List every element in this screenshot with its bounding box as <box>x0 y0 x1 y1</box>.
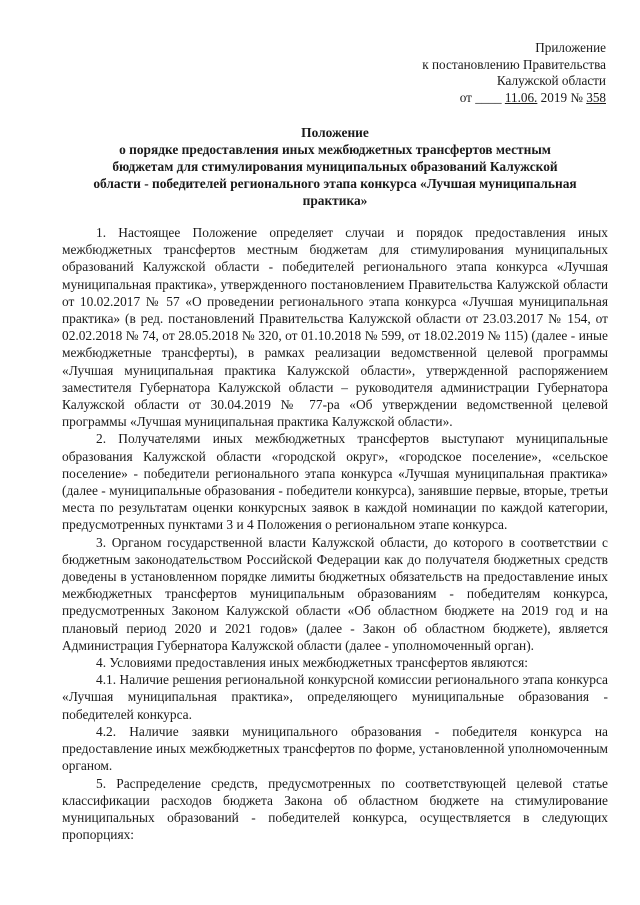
paragraph-1: 1. Настоящее Положение определяет случаи и порядок предоставления иных межбюджетных трансфертов местным бюджетам для стимулирования муниципальных образований Калужской области - победителей регионального этапа конкурса «Лучшая муниципальная практика», утвержденного постановлением Правительства Калужской области от 10.02.2017 № 57 «О проведении регионального этапа конкурса «Лучшая муниципальная практика» (в ред. постановлений Правительства Калужской области от 23.03.2017 № 154, от 02.02.2018 № 74, от 28.05.2018 № 320, от 01.10.2018 № 599, от 18.02.2019 № 115) (далее - иные межбюджетные трансферты), в рамках реализации ведомственной целевой программы «Лучшая муниципальная практика Калужской области», утвержденной распоряжением заместителя Губернатора Калужской области – руководителя администрации Губернатора Калужской области от 30.04.2019 № 77-ра «Об утверждении ведомственной целевой программы «Лучшая муниципальная практика Калужской области». <box>62 225 608 430</box>
paragraph-4: 4. Условиями предоставления иных межбюджетных трансфертов являются: <box>96 655 529 671</box>
title-line-5: практика» <box>302 193 368 208</box>
appendix-block <box>376 40 606 106</box>
date-year: 2019 <box>540 89 568 105</box>
appendix-region: Калужской области <box>496 73 606 89</box>
appendix-decree-ref: к постановлению Правительства <box>422 56 606 72</box>
document-title <box>70 124 600 209</box>
appendix-date-line <box>376 90 606 107</box>
date-prefix: от <box>459 89 472 105</box>
paragraph-4-2: 4.2. Наличие заявки муниципального образования - победителя конкурса на предоставление иных межбюджетных трансфертов по форме, установленной уполномоченным органом. <box>62 723 608 774</box>
document-body <box>62 224 608 843</box>
paragraph-3: 3. Органом государственной власти Калужской области, до которого в соответствии с бюджетным законодательством Российской Федерации как до получателя бюджетных средств доведены в установленном порядке лимиты бюджетных обязательств на предоставление иных межбюджетных трансфертов муниципальным образованиям - победителям конкурса, предусмотренных Законом Калужской области «Об областном бюджете на 2019 год и на плановый период 2020 и 2021 годов» (далее - Закон об областном бюджете), является Администрация Губернатора Калужской области (далее - уполномоченный орган). <box>62 534 608 653</box>
title-line-1: Положение <box>301 125 369 140</box>
date-value: 11.06. <box>504 89 538 105</box>
paragraph-5: 5. Распределение средств, предусмотренных по соответствующей целевой статье классификации расходов бюджета Закона об областном бюджете на стимулирование муниципальных образований - победителей конкурса, осуществляется в следующих пропорциях: <box>62 775 608 843</box>
title-line-3: бюджетам для стимулирования муниципальных образований Калужской <box>112 159 558 174</box>
number-value: 358 <box>586 89 606 105</box>
title-line-4: области - победителей регионального этапа конкурса «Лучшая муниципальная <box>93 176 577 191</box>
paragraph-2: 2. Получателями иных межбюджетных трансфертов выступают муниципальные образования Калужской области «городской округ», «городское поселение», «сельское поселение» - победители регионального этапа конкурса «Лучшая муниципальная практика» (далее - муниципальные образования - победители конкурса), занявшие первые, вторые, третьи места по результатам оценки конкурсных заявок в каждой номинации по каждой категории, предусмотренных пунктами 3 и 4 Положения о региональном этапе конкурса. <box>62 431 608 533</box>
title-line-2: о порядке предоставления иных межбюджетных трансфертов местным <box>119 142 551 157</box>
number-label: № <box>570 89 583 105</box>
date-blank: ____ <box>475 89 502 105</box>
appendix-title: Приложение <box>535 40 606 55</box>
paragraph-4-1: 4.1. Наличие решения региональной конкурсной комиссии регионального этапа конкурса «Лучшая муниципальная практика», определяющего муниципальные образования - победителей конкурса. <box>62 672 608 722</box>
